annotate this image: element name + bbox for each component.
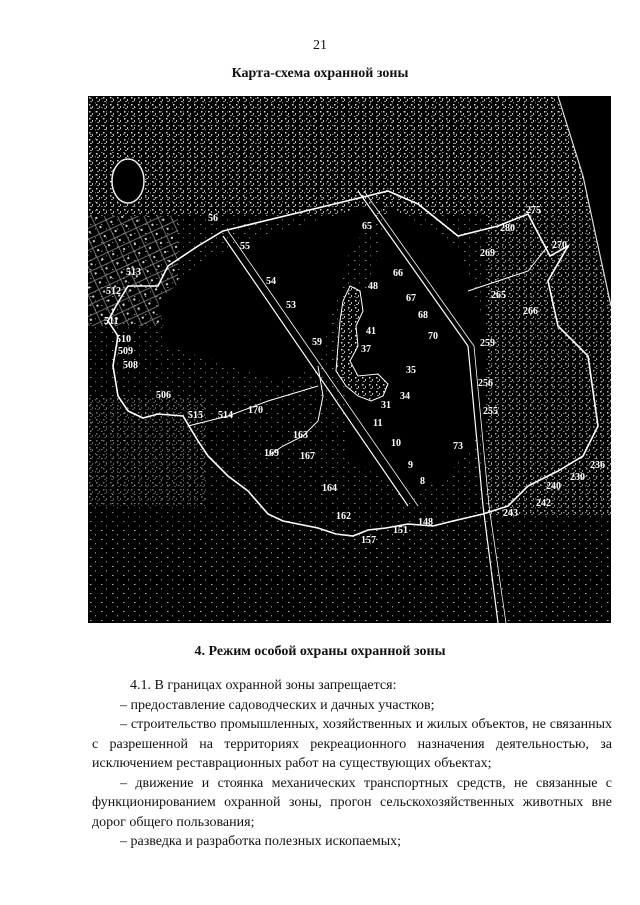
map-label: 515	[188, 410, 203, 421]
map-label: 8	[420, 476, 425, 487]
map-label: 265	[491, 290, 506, 301]
section-heading: 4. Режим особой охраны охранной зоны	[194, 644, 446, 659]
map-label: 259	[480, 338, 495, 349]
map-label: 508	[123, 360, 138, 371]
map-label: 269	[480, 248, 495, 259]
protection-zone-map	[88, 96, 611, 623]
map-label: 510	[116, 334, 131, 345]
map-label: 31	[381, 400, 391, 411]
list-item: – разведка и разработка полезных ископаемых;	[120, 834, 402, 849]
map-label: 54	[266, 276, 276, 287]
list-item: – движение и стоянка механических транспортных средств, не связанные с функционированием охранной зоны, прогон сельскохозяйственных животных вне дорог общего пользования;	[92, 775, 612, 830]
map-label: 59	[312, 337, 322, 348]
map-label: 67	[406, 293, 416, 304]
section-body	[92, 676, 612, 852]
page-number: 21	[313, 38, 327, 53]
map-label: 148	[418, 517, 433, 528]
map-label: 170	[248, 405, 263, 416]
map-label: 167	[300, 451, 315, 462]
map-label: 230	[570, 472, 585, 483]
intro-paragraph: 4.1. В границах охранной зоны запрещается:	[130, 678, 397, 693]
list-item: – строительство промышленных, хозяйственных и жилых объектов, не связанных с разрешенной на территориях рекреационного назначения деятельностью, за исключением реставрационных работ на существующих объектах;	[92, 717, 612, 771]
map-label: 511	[104, 316, 119, 327]
list-item: – предоставление садоводческих и дачных участков;	[120, 697, 435, 713]
map-label: 41	[366, 326, 376, 337]
map-label: 240	[546, 481, 561, 492]
map-label: 162	[336, 511, 351, 522]
map-label: 56	[208, 213, 218, 224]
map-label: 157	[361, 535, 376, 546]
map-label: 270	[552, 240, 567, 251]
map-label: 506	[156, 390, 171, 401]
map-label: 35	[406, 365, 416, 376]
map-label: 242	[536, 498, 551, 509]
map-label: 10	[391, 438, 401, 449]
map-title: Карта-схема охранной зоны	[231, 66, 409, 81]
map-label: 73	[453, 441, 463, 452]
map-label: 9	[408, 460, 413, 471]
map-label: 66	[393, 268, 403, 279]
map-label: 151	[393, 525, 408, 536]
map-label: 70	[428, 331, 438, 342]
map-label: 243	[503, 508, 518, 519]
map-label: 37	[361, 344, 371, 355]
map-label: 514	[218, 410, 233, 421]
map-label: 48	[368, 281, 378, 292]
map-label: 169	[264, 448, 279, 459]
map-label: 509	[118, 346, 133, 357]
map-label: 236	[590, 460, 605, 471]
map-label: 68	[418, 310, 428, 321]
map-label: 513	[126, 267, 141, 278]
map-label: 255	[483, 406, 498, 417]
map-label: 256	[478, 378, 493, 389]
lake	[112, 159, 144, 203]
map-graphic	[88, 96, 611, 623]
map-label: 275	[526, 205, 541, 216]
map-label: 163	[293, 430, 308, 441]
map-label: 164	[322, 483, 337, 494]
map-label: 512	[106, 286, 121, 297]
map-label: 53	[286, 300, 296, 311]
map-label: 266	[523, 306, 538, 317]
map-label: 280	[500, 223, 515, 234]
map-label: 55	[240, 241, 250, 252]
map-label: 11	[373, 418, 383, 429]
map-label: 34	[400, 391, 410, 402]
map-label: 65	[362, 221, 372, 232]
